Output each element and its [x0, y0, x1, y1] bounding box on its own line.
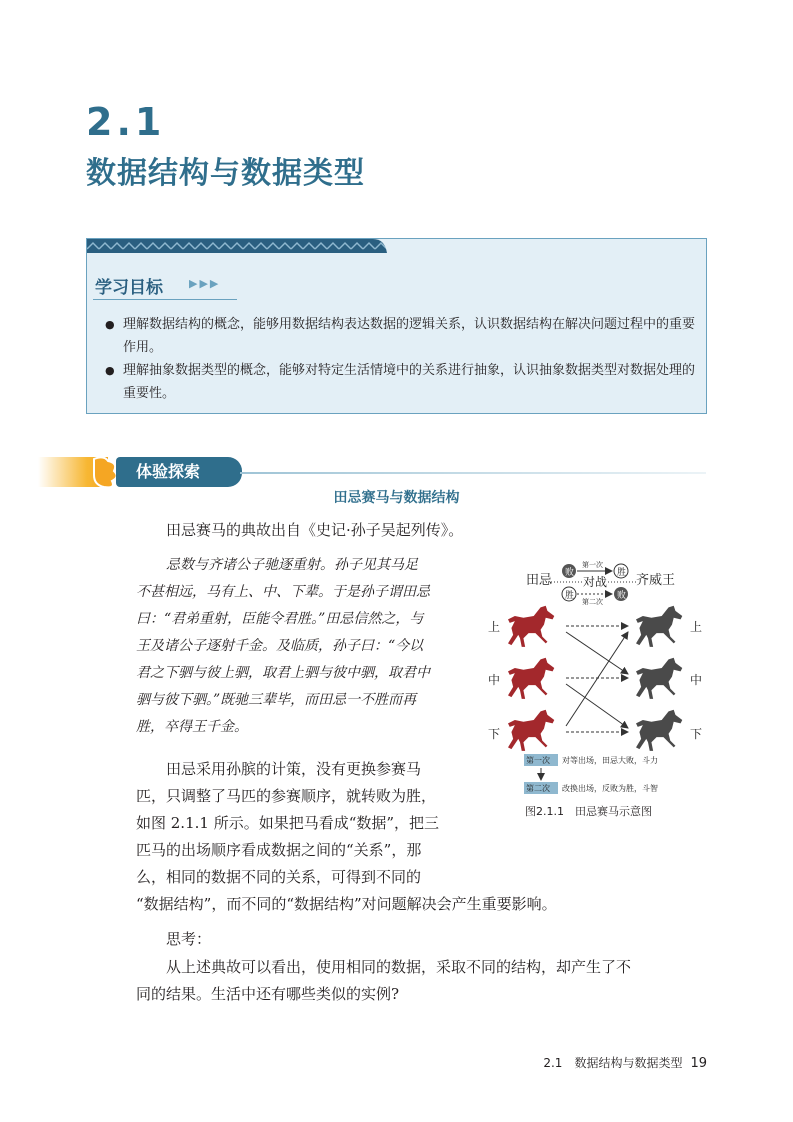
king-label: 齐威王 [636, 573, 676, 588]
page-footer [543, 1054, 707, 1071]
page-number: 19 [690, 1056, 707, 1071]
think-paragraph [136, 954, 696, 1008]
king-top-horse-icon [636, 606, 682, 647]
lose-text-2: 败 [617, 591, 627, 601]
tianji-label: 田忌 [526, 573, 553, 588]
tianji-bot-horse-icon [508, 710, 554, 751]
story-title: 田忌赛马与数据结构 [333, 490, 460, 506]
paragraph-line: 田忌采用孙膑的计策，没有更换参赛马 [166, 760, 422, 778]
quote-line: 驷与彼下驷。”既驰三辈毕，而田忌一不胜而再 [136, 692, 417, 708]
match-line-second [566, 632, 628, 726]
think-label: 思考： [166, 930, 212, 948]
objective-item [105, 359, 695, 405]
objective-text: 理解数据结构的概念，能够用数据结构表达数据的逻辑关系，认识数据结构在解决问题过程中的重要作用。 [123, 317, 696, 355]
first-label: 第一次 [582, 561, 603, 569]
king-top-label: 上 [690, 620, 703, 634]
quote-line: 不甚相远，马有上、中、下辈。于是孙子谓田忌 [136, 584, 430, 600]
king-bot-horse-icon [636, 710, 682, 751]
second-label: 第二次 [582, 598, 603, 606]
king-mid-label: 中 [690, 673, 703, 687]
objectives-box [86, 238, 707, 414]
think-line: 从上述典故可以看出，使用相同的数据，采取不同的结构，却产生了不 [166, 958, 632, 976]
quote-line: 胜，卒得王千金。 [136, 719, 248, 735]
explore-rule [240, 472, 706, 474]
explore-label: 体验探索 [116, 457, 242, 487]
objectives-banner [87, 239, 387, 253]
bullet-icon: ● [105, 364, 115, 377]
king-mid-horse-icon [636, 658, 682, 699]
tianji-top-horse-icon [508, 606, 554, 647]
objectives-arrows: ▶▶▶ [189, 277, 221, 290]
objective-item [105, 313, 695, 359]
objective-text: 理解抽象数据类型的概念，能够对特定生活情境中的关系进行抽象，认识抽象数据类型对数据处理的重要性。 [123, 363, 696, 401]
quote-line: 忌数与齐诸公子驰逐重射。孙子见其马足 [166, 557, 418, 573]
think-line: 同的结果。生活中还有哪些类似的实例? [136, 985, 400, 1003]
figure-tianji-horse-race [486, 556, 714, 802]
section-number: 2.1 [86, 100, 166, 144]
match-line-second [566, 684, 628, 728]
paragraph-line: 如图 2.1.1 所示。如果把马看成“数据”，把三 [136, 814, 440, 832]
legend2-text: 改换出场，反败为胜，斗智 [562, 784, 658, 793]
section-title: 数据结构与数据类型 [86, 156, 365, 191]
intro-paragraph: 田忌赛马的典故出自《史记·孙子吴起列传》。 [166, 521, 464, 539]
legend1-text: 对等出场，田忌大败，斗力 [562, 756, 658, 765]
paragraph-line: 匹，只调整了马匹的参赛顺序，就转败为胜， [136, 787, 437, 805]
footer-section: 2.1 数据结构与数据类型 [543, 1056, 683, 1070]
match-line-second [566, 632, 628, 674]
quote-line: 王及诸公子逐射千金。及临质，孙子曰：“今以 [136, 638, 424, 654]
paragraph-line: “数据结构”，而不同的“数据结构”对问题解决会产生重要影响。 [136, 895, 557, 913]
lose-text-1: 败 [565, 568, 575, 578]
win-text-1: 胜 [617, 568, 627, 578]
figure-caption: 图2.1.1 田忌赛马示意图 [525, 805, 652, 818]
quote-line: 曰：“君弟重射，臣能令君胜。”田忌信然之，与 [136, 611, 424, 627]
king-bot-label: 下 [690, 727, 703, 741]
classical-quote [136, 552, 476, 741]
paragraph-line: 匹马的出场顺序看成数据之间的“关系”，那 [136, 841, 422, 859]
figure-graphic [486, 556, 714, 802]
quote-line: 君之下驷与彼上驷，取君上驷与彼中驷，取君中 [136, 665, 430, 681]
duizhan-label: 对战 [583, 575, 608, 589]
tianji-bot-label: 下 [488, 727, 501, 741]
bullet-icon: ● [105, 318, 115, 331]
objectives-heading: 学习目标 [95, 278, 163, 298]
tianji-mid-label: 中 [488, 673, 501, 687]
tianji-mid-horse-icon [508, 658, 554, 699]
tianji-top-label: 上 [488, 620, 501, 634]
objectives-divider [93, 299, 237, 300]
legend1-tag: 第一次 [526, 756, 550, 765]
paragraph-line: 么，相同的数据不同的关系，可得到不同的 [136, 868, 422, 886]
win-text-2: 胜 [565, 591, 575, 601]
legend2-tag: 第二次 [526, 784, 550, 793]
